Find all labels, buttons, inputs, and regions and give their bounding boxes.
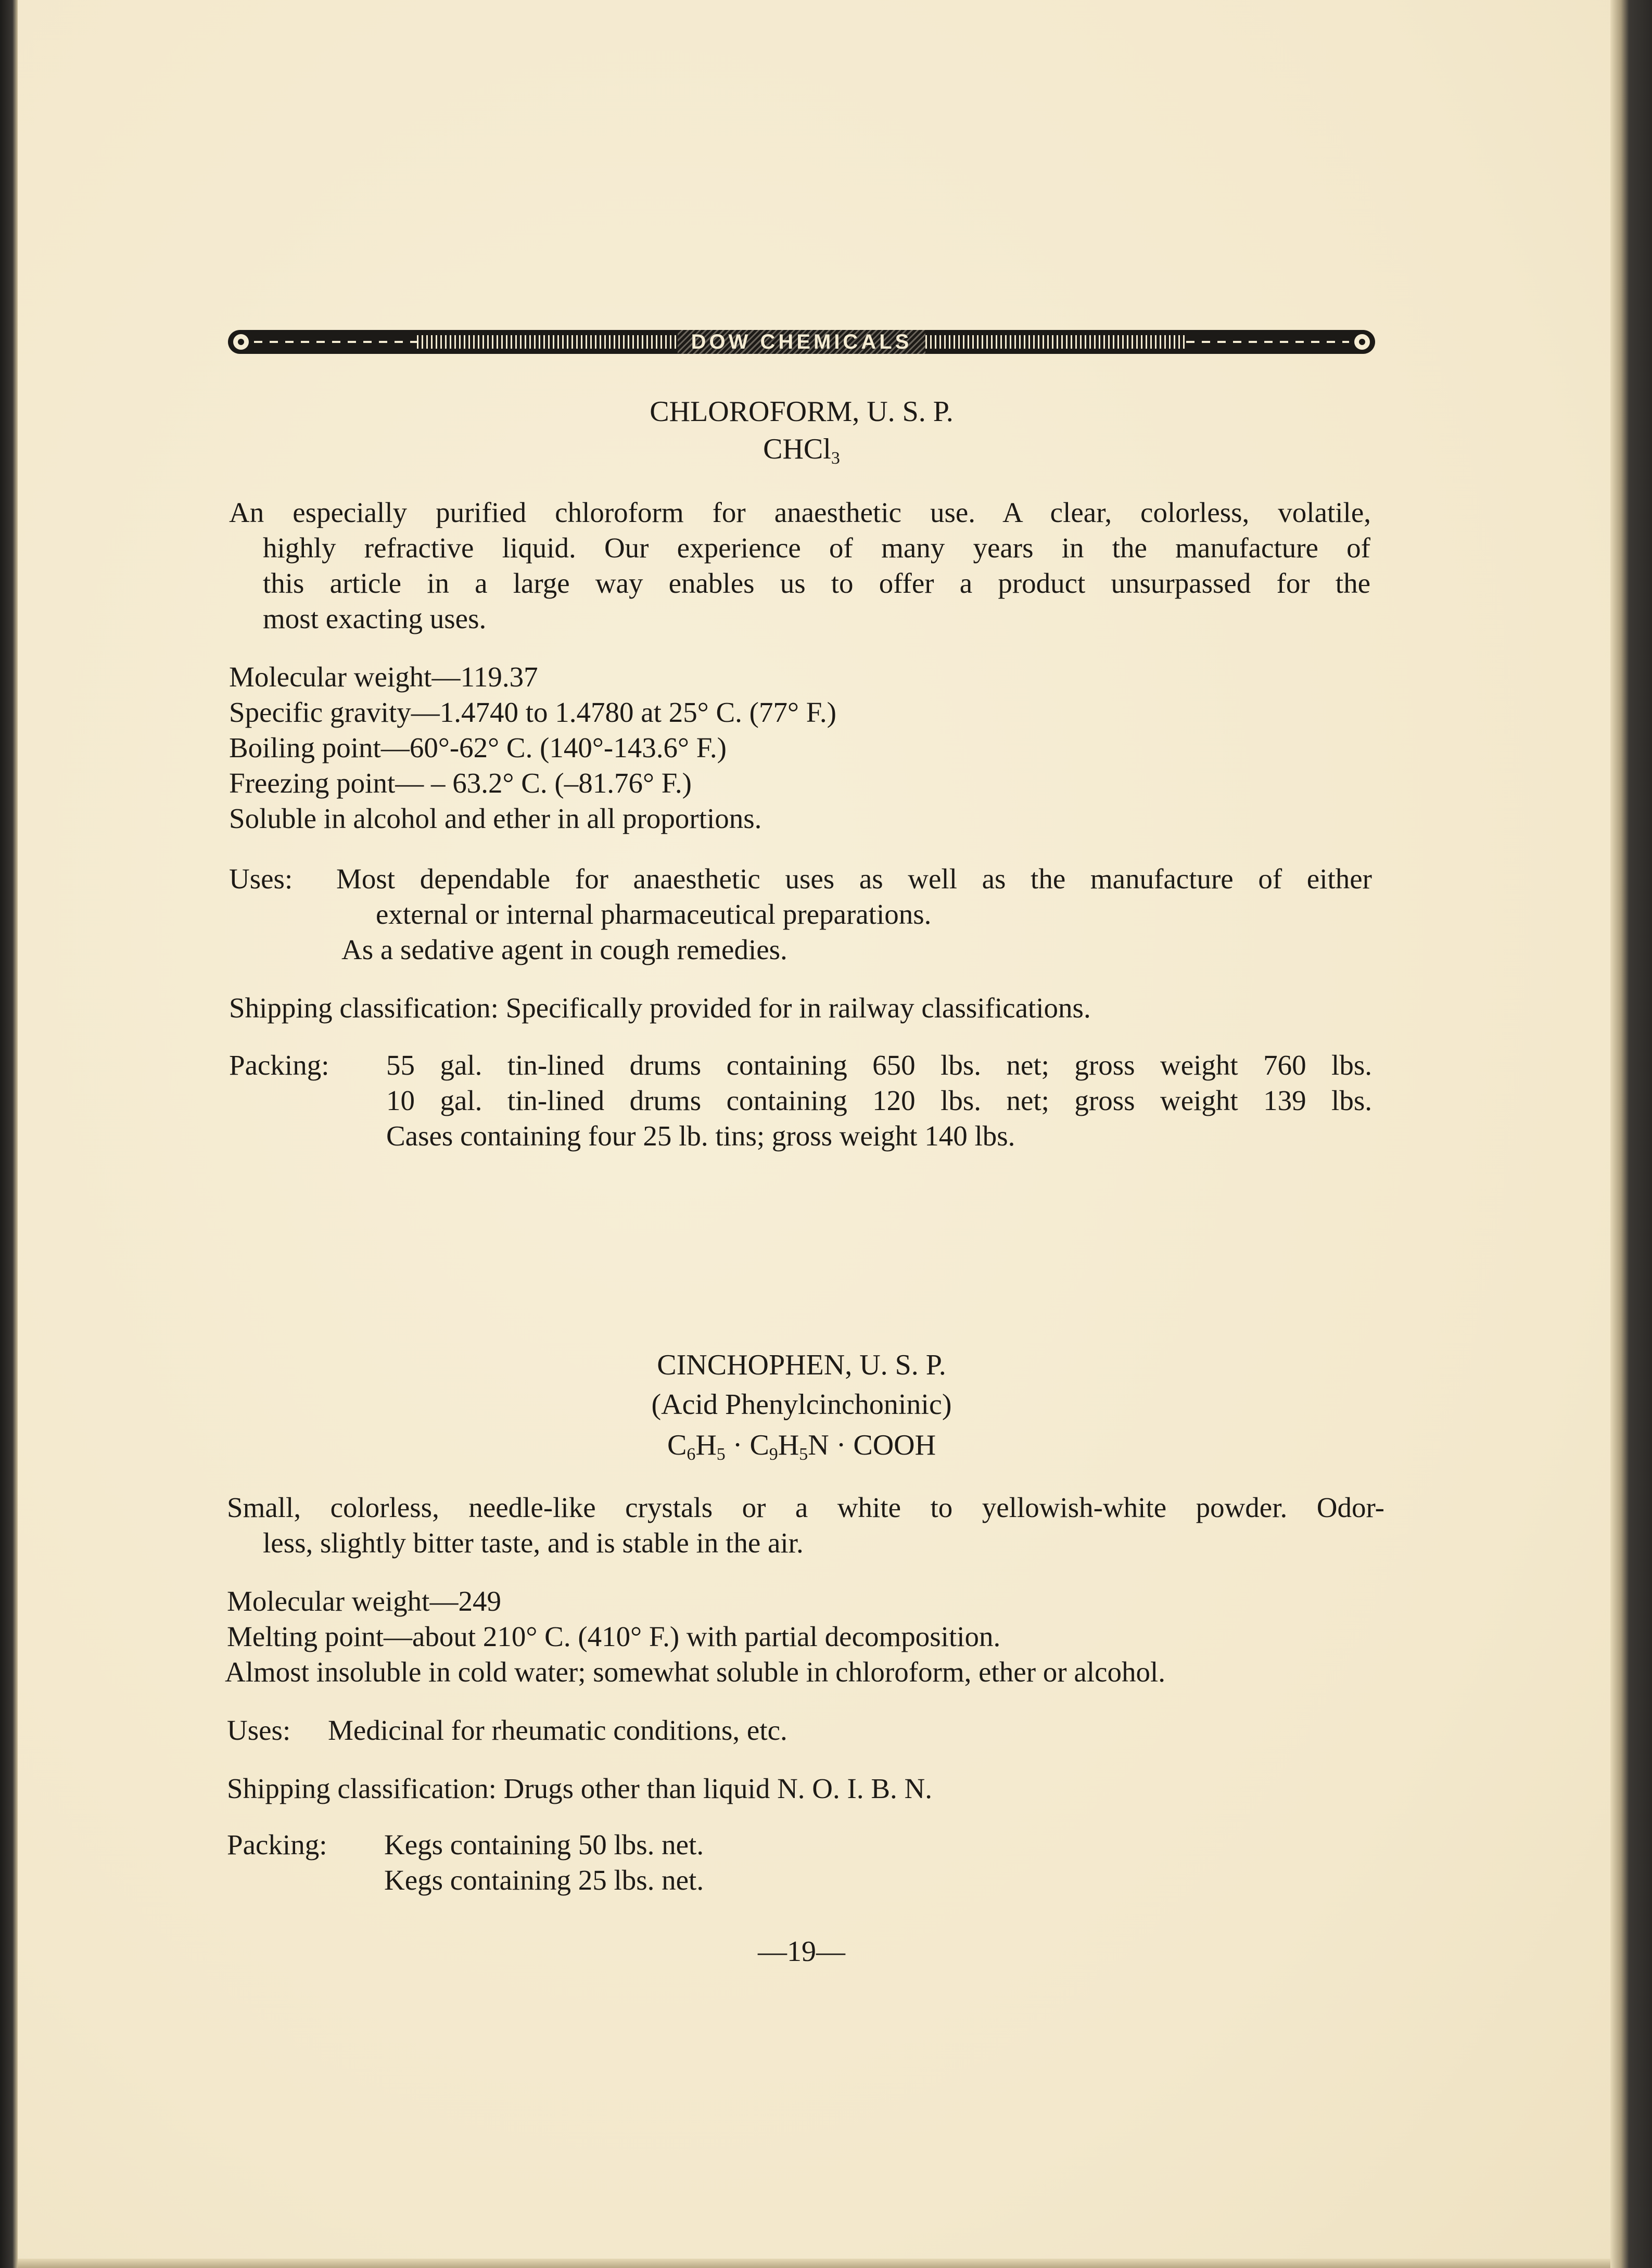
chloroform-packing-item: 55 gal. tin-lined drums containing 650 lbs. net; gross weight 760 lbs. bbox=[386, 1049, 1372, 1081]
cinchophen-description-line-2: less, slightly bitter taste, and is stable in the air. bbox=[263, 1527, 804, 1559]
cinchophen-description-line-1: Small, colorless, needle-like crystals or a white to yellowish-white powder. Odor- bbox=[227, 1492, 1384, 1523]
book-bottom-edge bbox=[18, 2259, 1610, 2268]
chloroform-description-line-2: highly refractive liquid. Our experience of many years in the manufacture of bbox=[263, 532, 1370, 564]
chloroform-description-line-1: An especially purified chloroform for anaesthetic use. A clear, colorless, volatile, bbox=[229, 496, 1371, 528]
banner-right-rivet-icon bbox=[1354, 334, 1370, 350]
chloroform-packing-label: Packing: bbox=[229, 1049, 329, 1081]
chloroform-property: Molecular weight—119.37 bbox=[229, 661, 538, 693]
cinchophen-title: CINCHOPHEN, U. S. P. bbox=[657, 1349, 946, 1381]
chloroform-uses-line-2: external or internal pharmaceutical preparations. bbox=[376, 898, 932, 930]
cinchophen-packing-label: Packing: bbox=[227, 1829, 327, 1861]
book-spine bbox=[0, 0, 18, 2268]
cinchophen-formula: $C_6H_5 \cdot C_9H_5N$ · COOH bbox=[667, 1429, 936, 1464]
chloroform-packing-item: Cases containing four 25 lb. tins; gross weight 140 lbs. bbox=[386, 1120, 1015, 1152]
chloroform-uses-label: Uses: bbox=[229, 863, 293, 895]
cinchophen-subtitle: (Acid Phenylcinchoninic) bbox=[651, 1388, 952, 1421]
cinchophen-packing-item: Kegs containing 25 lbs. net. bbox=[384, 1864, 704, 1896]
cinchophen-property: Molecular weight—249 bbox=[227, 1585, 501, 1617]
chloroform-uses-line-1: Most dependable for anaesthetic uses as well as the manufacture of either bbox=[336, 863, 1372, 895]
cinchophen-uses-label: Uses: bbox=[227, 1714, 291, 1746]
chloroform-shipping: Shipping classification: Specifically provided for in railway classifications. bbox=[229, 992, 1091, 1024]
chloroform-title: CHLOROFORM, U. S. P. bbox=[650, 396, 954, 428]
banner-left-rivet-icon bbox=[233, 334, 249, 350]
book-page-edges bbox=[1610, 0, 1652, 2268]
chloroform-description-line-4: most exacting uses. bbox=[263, 603, 487, 634]
banner-label: DOW CHEMICALS bbox=[678, 330, 926, 354]
chloroform-formula: CHCl$_3$ bbox=[763, 433, 840, 468]
chloroform-property: Freezing point— – 63.2° C. (–81.76° F.) bbox=[229, 767, 692, 799]
chloroform-property: Boiling point—60°-62° C. (140°-143.6° F.) bbox=[229, 732, 727, 763]
chloroform-uses-line-3: As a sedative agent in cough remedies. bbox=[341, 934, 787, 965]
cinchophen-property: Melting point—about 210° C. (410° F.) with partial decomposition. bbox=[227, 1621, 1001, 1652]
page-number: —19— bbox=[758, 1935, 845, 1968]
cinchophen-shipping: Shipping classification: Drugs other than liquid N. O. I. B. N. bbox=[227, 1773, 932, 1804]
chloroform-description-line-3: this article in a large way enables us to offer a product unsurpassed for the bbox=[263, 567, 1370, 599]
dow-chemicals-banner bbox=[228, 330, 1375, 354]
cinchophen-property: Almost insoluble in cold water; somewhat soluble in chloroform, ether or alcohol. bbox=[225, 1656, 1165, 1688]
cinchophen-packing-item: Kegs containing 50 lbs. net. bbox=[384, 1829, 704, 1861]
chloroform-packing-item: 10 gal. tin-lined drums containing 120 lbs. net; gross weight 139 lbs. bbox=[386, 1085, 1372, 1116]
chloroform-property: Specific gravity—1.4740 to 1.4780 at 25° C. (77° F.) bbox=[229, 696, 836, 728]
chloroform-property: Soluble in alcohol and ether in all proportions. bbox=[229, 802, 762, 834]
cinchophen-uses: Medicinal for rheumatic conditions, etc. bbox=[328, 1714, 787, 1746]
